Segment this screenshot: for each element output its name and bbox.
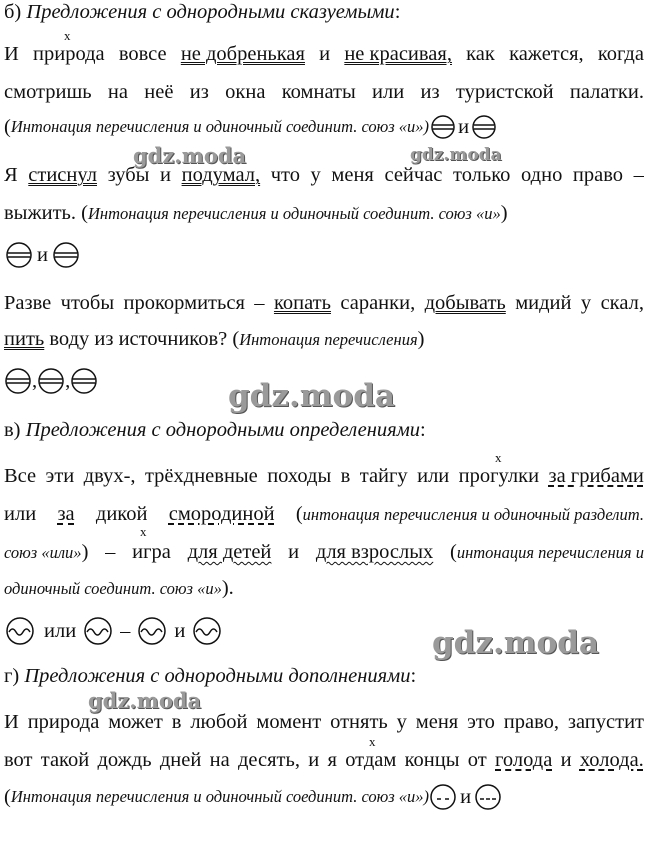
homogeneous-object-circle-icon <box>474 784 502 810</box>
word: только <box>453 164 511 186</box>
word: дней <box>159 749 202 771</box>
word: – <box>105 541 116 563</box>
word: и <box>319 43 331 65</box>
text-line <box>4 464 644 488</box>
watermark: gdz.moda <box>228 378 395 414</box>
word: когда <box>597 43 644 65</box>
heading-text: Предложения с однородными сказуемыми <box>26 1 395 23</box>
word: И <box>4 711 19 733</box>
comma: , <box>32 369 38 392</box>
conjunction: и <box>37 243 48 266</box>
word: и <box>560 749 572 771</box>
note: Интонация перечисления и одиночный соединит. союз «и») <box>10 787 430 806</box>
predicate: не добренькая <box>180 43 305 65</box>
heading-v <box>4 418 426 442</box>
word: трёхдневные <box>144 465 258 487</box>
word: чтобы <box>60 292 115 314</box>
word: дождь <box>97 749 152 771</box>
word: зубы <box>107 164 150 186</box>
homogeneous-attribute-circle-icon <box>82 617 114 645</box>
word: воду из источников? ( <box>44 328 240 350</box>
paren: ( <box>295 503 303 525</box>
heading-letter: в) <box>4 419 21 441</box>
word: меня <box>415 711 459 733</box>
word: или <box>372 81 405 103</box>
word: сейчас <box>384 164 443 186</box>
word: как <box>466 43 495 65</box>
note: интонация перечисления и <box>456 543 644 562</box>
heading-g <box>4 664 416 688</box>
heading-b <box>4 0 400 24</box>
object: голода <box>495 749 553 771</box>
word: палатки. <box>569 81 644 103</box>
paren: ). <box>221 577 234 599</box>
word: Я <box>4 164 18 186</box>
word: в <box>340 465 351 487</box>
word: неё <box>144 81 174 103</box>
word: такой <box>40 749 90 771</box>
word: десять, <box>237 749 300 771</box>
word: окна <box>225 81 266 103</box>
paren: ( <box>4 115 11 138</box>
word: и <box>288 541 300 563</box>
word: на <box>107 81 128 103</box>
paren: ) <box>81 541 89 563</box>
word: саранки, <box>340 292 416 314</box>
word: концы <box>404 749 460 771</box>
x-mark: х <box>64 28 71 43</box>
comma: , <box>65 369 71 392</box>
text-line <box>4 327 424 352</box>
paren: ( <box>4 785 11 808</box>
note: Интонация перечисления <box>239 330 418 349</box>
word: комнаты <box>281 81 356 103</box>
word: у <box>310 164 321 186</box>
word: туристской <box>455 81 554 103</box>
predicate: стиснул <box>28 164 97 186</box>
text-line <box>4 540 644 565</box>
word: момент <box>256 711 322 733</box>
heading-colon: : <box>394 1 401 23</box>
scheme-line <box>4 242 81 268</box>
note: интонация перечисления и одиночный разделит. <box>302 505 644 524</box>
predicate: копать <box>273 292 331 314</box>
text-line <box>4 576 234 601</box>
conjunction: или <box>44 619 77 642</box>
heading-text: Предложения с однородными дополнениями <box>24 665 411 687</box>
homogeneous-attribute-circle-icon <box>191 617 223 645</box>
paren: ) <box>417 328 425 350</box>
homogeneous-predicate-circle-icon <box>4 242 34 268</box>
heading-letter: б) <box>4 1 22 23</box>
attribute: для детей <box>187 541 272 563</box>
word: прокормиться <box>123 292 245 314</box>
word: может <box>108 711 163 733</box>
word: это <box>467 711 495 733</box>
word: что <box>270 164 300 186</box>
homogeneous-predicate-circle-icon <box>4 368 32 394</box>
word: природа <box>27 711 100 733</box>
predicate: подумал, <box>181 164 261 186</box>
text-line <box>4 80 644 104</box>
object: за грибами <box>548 465 644 487</box>
text-line <box>4 710 644 734</box>
heading-colon: : <box>410 665 417 687</box>
heading-colon: : <box>420 419 426 441</box>
word: из <box>420 81 440 103</box>
word: на <box>209 749 230 771</box>
homogeneous-object-circle-icon <box>429 784 457 810</box>
word: право <box>572 164 624 186</box>
text-line <box>4 502 644 527</box>
word: двух-, <box>83 465 136 487</box>
homogeneous-predicate-circle-icon <box>51 242 81 268</box>
text-line <box>4 201 508 226</box>
watermark: gdz.moda <box>133 143 247 168</box>
conjunction: и <box>460 785 472 808</box>
word: походы <box>267 465 332 487</box>
homogeneous-predicate-circle-icon <box>70 368 98 394</box>
x-mark: х <box>140 524 147 539</box>
note: Интонация перечисления и одиночный соединит. союз «и») <box>10 117 430 136</box>
x-mark: х <box>495 450 502 465</box>
conjunction: и <box>174 619 186 642</box>
word: отнять <box>330 711 388 733</box>
word: выжить. ( <box>4 202 88 224</box>
note-line <box>4 784 502 810</box>
word: или <box>4 503 37 525</box>
word: смотришь <box>4 81 92 103</box>
object: холода. <box>579 749 644 771</box>
word: меня <box>331 164 374 186</box>
word: я <box>327 749 337 771</box>
word: и <box>308 749 320 771</box>
word: от <box>467 749 487 771</box>
word: вот <box>4 749 33 771</box>
word: тайгу <box>359 465 408 487</box>
homogeneous-attribute-circle-icon <box>136 617 168 645</box>
attribute: для взрослых <box>315 541 434 563</box>
word: Разве <box>4 292 52 314</box>
watermark: gdz.moda <box>432 625 599 661</box>
word: прогулки <box>458 465 540 487</box>
note: одиночный соединит. союз «и» <box>4 579 222 598</box>
predicate: не красивая, <box>344 43 452 65</box>
word: одно <box>521 164 563 186</box>
watermark: gdz.moda <box>88 688 202 713</box>
dash: – <box>120 619 131 642</box>
word: – <box>633 164 644 186</box>
x-mark: х <box>369 734 376 749</box>
object: смородиной <box>168 503 275 525</box>
word: И <box>4 43 19 65</box>
predicate: добывать <box>424 292 506 314</box>
word: вовсе <box>118 43 167 65</box>
homogeneous-attribute-circle-icon <box>4 617 36 645</box>
word: скал, <box>600 292 644 314</box>
word: и <box>160 164 171 186</box>
watermark: gdz.moda <box>410 145 502 165</box>
predicate: пить <box>4 328 45 350</box>
homogeneous-predicate-circle-icon <box>37 368 65 394</box>
word: кажется, <box>509 43 584 65</box>
word: право, <box>503 711 559 733</box>
word: или <box>417 465 450 487</box>
text-line <box>4 748 644 772</box>
text-line <box>4 291 644 315</box>
text-line <box>4 42 644 66</box>
note: Интонация перечисления и одиночный соединит. союз «и» <box>87 204 501 223</box>
word: запустит <box>567 711 644 733</box>
word: Все <box>4 465 37 487</box>
heading-letter: г) <box>4 665 20 687</box>
word: дикой <box>95 503 148 525</box>
word: любой <box>190 711 248 733</box>
word: отдам <box>345 749 397 771</box>
word: – <box>254 292 265 314</box>
paren: ) <box>500 202 508 224</box>
word: природа <box>33 43 105 65</box>
word: из <box>189 81 209 103</box>
scheme-line <box>4 368 98 394</box>
note-line <box>4 115 498 139</box>
word: в <box>171 711 182 733</box>
word: у <box>580 292 592 314</box>
word: у <box>396 711 407 733</box>
paren: ( <box>450 541 457 563</box>
object: за <box>57 503 75 525</box>
text-line <box>4 163 644 187</box>
word: мидий <box>515 292 572 314</box>
word: эти <box>45 465 75 487</box>
note: союз «или» <box>4 543 82 562</box>
homogeneous-predicate-circle-icon <box>429 115 457 139</box>
scheme-line <box>4 617 223 645</box>
word: игра <box>132 541 171 563</box>
homogeneous-predicate-circle-icon <box>470 115 498 139</box>
conjunction: и <box>458 115 470 138</box>
heading-text: Предложения с однородными определениями <box>25 419 421 441</box>
